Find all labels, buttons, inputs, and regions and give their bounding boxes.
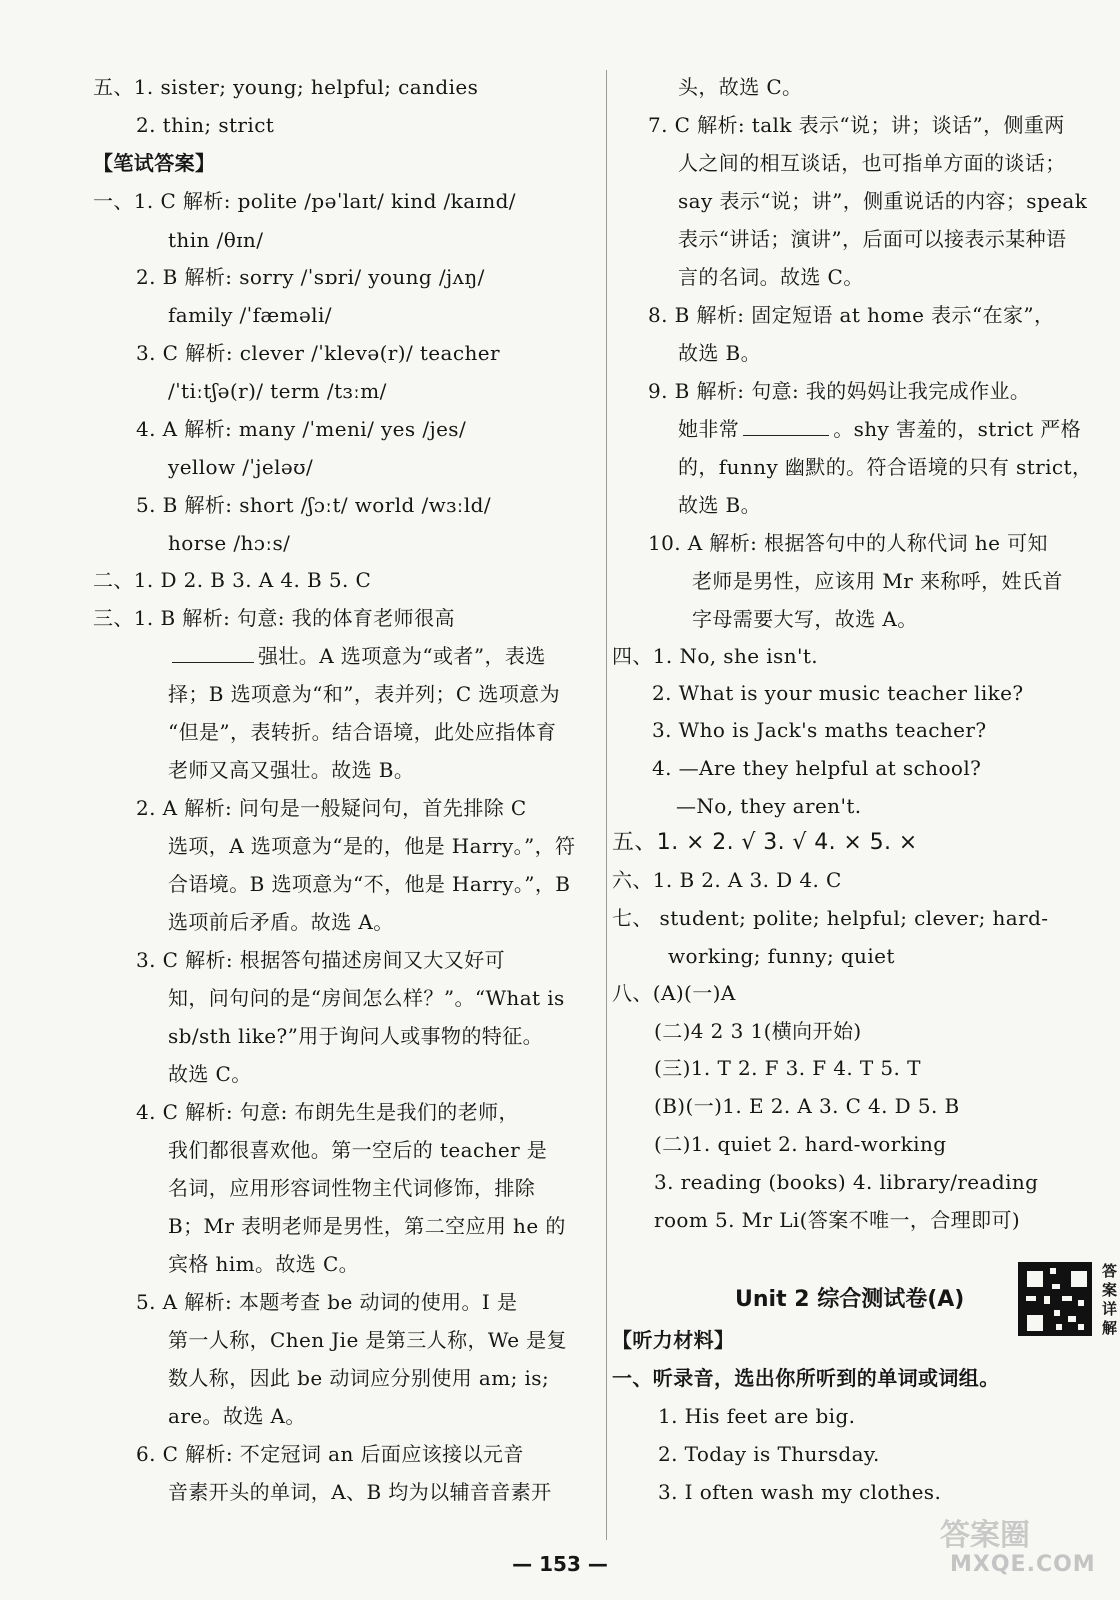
answer-line bbox=[678, 416, 1081, 442]
answer-line: 8. B 解析: 固定短语 at home 表示“在家”， bbox=[648, 303, 1055, 327]
page-number: — 153 — bbox=[512, 1552, 608, 1576]
answer-line: (B)(一)1. E 2. A 3. C 4. D 5. B bbox=[654, 1094, 960, 1118]
answer-line: room 5. Mr Li(答案不唯一，合理即可) bbox=[654, 1208, 1021, 1232]
answer-line: 故选 C。 bbox=[168, 1062, 252, 1086]
answer-line: 人之间的相互谈话，也可指单方面的谈话； bbox=[678, 151, 1066, 175]
answer-text: 强壮。A 选项意为“或者”，表选 bbox=[258, 644, 546, 668]
section-heading: 【听力材料】 bbox=[612, 1328, 735, 1352]
answer-line: 第一人称，Chen Jie 是第三人称，We 是复 bbox=[168, 1328, 567, 1352]
answer-text: 她非常 bbox=[678, 417, 740, 441]
section-heading: 【笔试答案】 bbox=[93, 151, 216, 175]
answer-line: thin /θɪn/ bbox=[168, 228, 264, 252]
answer-line: 6. C 解析: 不定冠词 an 后面应该接以元音 bbox=[136, 1442, 524, 1466]
qr-label: 答案详解 bbox=[1102, 1262, 1118, 1337]
section-title: Unit 2 综合测试卷(A) bbox=[735, 1287, 965, 1312]
watermark-url: MXQE.COM bbox=[950, 1552, 1096, 1577]
answer-line: 1. His feet are big. bbox=[658, 1404, 856, 1428]
answer-line: are。故选 A。 bbox=[168, 1404, 306, 1428]
answer-line: 四、1. No, she isn't. bbox=[612, 644, 819, 668]
answer-line: 10. A 解析: 根据答句中的人称代词 he 可知 bbox=[648, 531, 1048, 555]
answer-line: 选项前后矛盾。故选 A。 bbox=[168, 910, 394, 934]
answer-line: working; funny; quiet bbox=[668, 944, 895, 968]
answer-line: 2. B 解析: sorry /ˈsɒri/ young /jʌŋ/ bbox=[136, 265, 485, 289]
answer-line: 我们都很喜欢他。第一空后的 teacher 是 bbox=[168, 1138, 548, 1162]
answer-line: 2. What is your music teacher like? bbox=[652, 681, 1024, 705]
answer-line: 五、1. × 2. √ 3. √ 4. × 5. × bbox=[612, 830, 918, 855]
right-column bbox=[608, 0, 1120, 1600]
answer-line: —No, they aren't. bbox=[676, 794, 862, 818]
answer-line: 3. Who is Jack's maths teacher? bbox=[652, 718, 987, 742]
answer-line: (二)4 2 3 1(横向开始) bbox=[654, 1019, 862, 1043]
section-heading: 一、听录音，选出你所听到的单词或词组。 bbox=[612, 1366, 1000, 1390]
answer-line: (三)1. T 2. F 3. F 4. T 5. T bbox=[654, 1056, 921, 1080]
answer-line: 3. C 解析: clever /ˈklevə(r)/ teacher bbox=[136, 341, 500, 365]
answer-line: 故选 B。 bbox=[678, 493, 762, 517]
answer-line: 老师又高又强壮。故选 B。 bbox=[168, 758, 415, 782]
answer-line: 3. I often wash my clothes. bbox=[658, 1480, 942, 1504]
answer-line: 八、(A)(一)A bbox=[612, 981, 736, 1005]
answer-line: 二、1. D 2. B 3. A 4. B 5. C bbox=[93, 568, 372, 592]
answer-line: 5. A 解析: 本题考查 be 动词的使用。I 是 bbox=[136, 1290, 518, 1314]
answer-line: yellow /ˈjeləʊ/ bbox=[168, 455, 314, 479]
answer-line: 2. thin; strict bbox=[136, 113, 275, 137]
answer-text: 。shy 害羞的，strict 严格 bbox=[833, 417, 1082, 441]
answer-line: 的，funny 幽默的。符合语境的只有 strict， bbox=[678, 455, 1093, 479]
answer-line: 三、1. B 解析: 句意: 我的体育老师很高 bbox=[93, 606, 455, 630]
answer-line: 老师是男性，应该用 Mr 来称呼，姓氏首 bbox=[692, 569, 1063, 593]
answer-line: 头，故选 C。 bbox=[678, 75, 803, 99]
answer-line: 3. C 解析: 根据答句描述房间又大又好可 bbox=[136, 948, 505, 972]
answer-line: 六、1. B 2. A 3. D 4. C bbox=[612, 868, 842, 892]
fill-blank bbox=[172, 644, 254, 663]
answer-line: 五、1. sister; young; helpful; candies bbox=[93, 75, 479, 99]
answer-line: 数人称，因此 be 动词应分别使用 am; is; bbox=[168, 1366, 550, 1390]
answer-line: sb/sth like?”用于询问人或事物的特征。 bbox=[168, 1024, 544, 1048]
answer-line: 4. C 解析: 句意: 布朗先生是我们的老师， bbox=[136, 1100, 519, 1124]
answer-line: 表示“讲话；演讲”，后面可以接表示某种语 bbox=[678, 227, 1067, 251]
answer-line: 音素开头的单词，A、B 均为以辅音音素开 bbox=[168, 1480, 552, 1504]
answer-line: say 表示“说；讲”，侧重说话的内容；speak bbox=[678, 189, 1088, 213]
answer-line: 4. A 解析: many /ˈmeni/ yes /jes/ bbox=[136, 417, 467, 441]
column-divider bbox=[606, 70, 607, 1540]
answer-line: “但是”，表转折。结合语境，此处应指体育 bbox=[168, 720, 557, 744]
answer-line: 言的名词。故选 C。 bbox=[678, 265, 864, 289]
qr-code-icon bbox=[1018, 1262, 1092, 1336]
answer-line: 3. reading (books) 4. library/reading bbox=[654, 1170, 1039, 1194]
answer-line bbox=[168, 643, 546, 669]
answer-line: 七、 student; polite; helpful; clever; hard- bbox=[612, 906, 1049, 930]
answer-line: 字母需要大写，故选 A。 bbox=[692, 607, 918, 631]
answer-line: 故选 B。 bbox=[678, 341, 762, 365]
fill-blank bbox=[743, 417, 829, 436]
answer-line: 一、1. C 解析: polite /pəˈlaɪt/ kind /kaɪnd/ bbox=[93, 189, 516, 213]
answer-line: horse /hɔːs/ bbox=[168, 531, 291, 555]
answer-line: family /ˈfæməli/ bbox=[168, 303, 332, 327]
answer-line: 合语境。B 选项意为“不，他是 Harry。”，B bbox=[168, 872, 571, 896]
answer-line: 择；B 选项意为“和”，表并列；C 选项意为 bbox=[168, 682, 560, 706]
answer-line: 知，问句问的是“房间怎么样？”。“What is bbox=[168, 986, 565, 1010]
answer-line: (二)1. quiet 2. hard-working bbox=[654, 1132, 947, 1156]
answer-line: 2. A 解析: 问句是一般疑问句，首先排除 C bbox=[136, 796, 527, 820]
answer-line: 7. C 解析: talk 表示“说；讲；谈话”，侧重两 bbox=[648, 113, 1065, 137]
answer-line: 2. Today is Thursday. bbox=[658, 1442, 880, 1466]
answer-line: /ˈtiːtʃə(r)/ term /tɜːm/ bbox=[168, 379, 387, 403]
answer-line: B；Mr 表明老师是男性，第二空应用 he 的 bbox=[168, 1214, 566, 1238]
answer-line: 选项，A 选项意为“是的，他是 Harry。”，符 bbox=[168, 834, 576, 858]
answer-line: 9. B 解析: 句意: 我的妈妈让我完成作业。 bbox=[648, 379, 1031, 403]
answer-line: 宾格 him。故选 C。 bbox=[168, 1252, 360, 1276]
answer-line: 名词，应用形容词性物主代词修饰，排除 bbox=[168, 1176, 536, 1200]
watermark-logo: 答案圈 bbox=[940, 1518, 1030, 1553]
answer-line: 4. —Are they helpful at school? bbox=[652, 756, 982, 780]
answer-line: 5. B 解析: short /ʃɔːt/ world /wɜːld/ bbox=[136, 493, 491, 517]
